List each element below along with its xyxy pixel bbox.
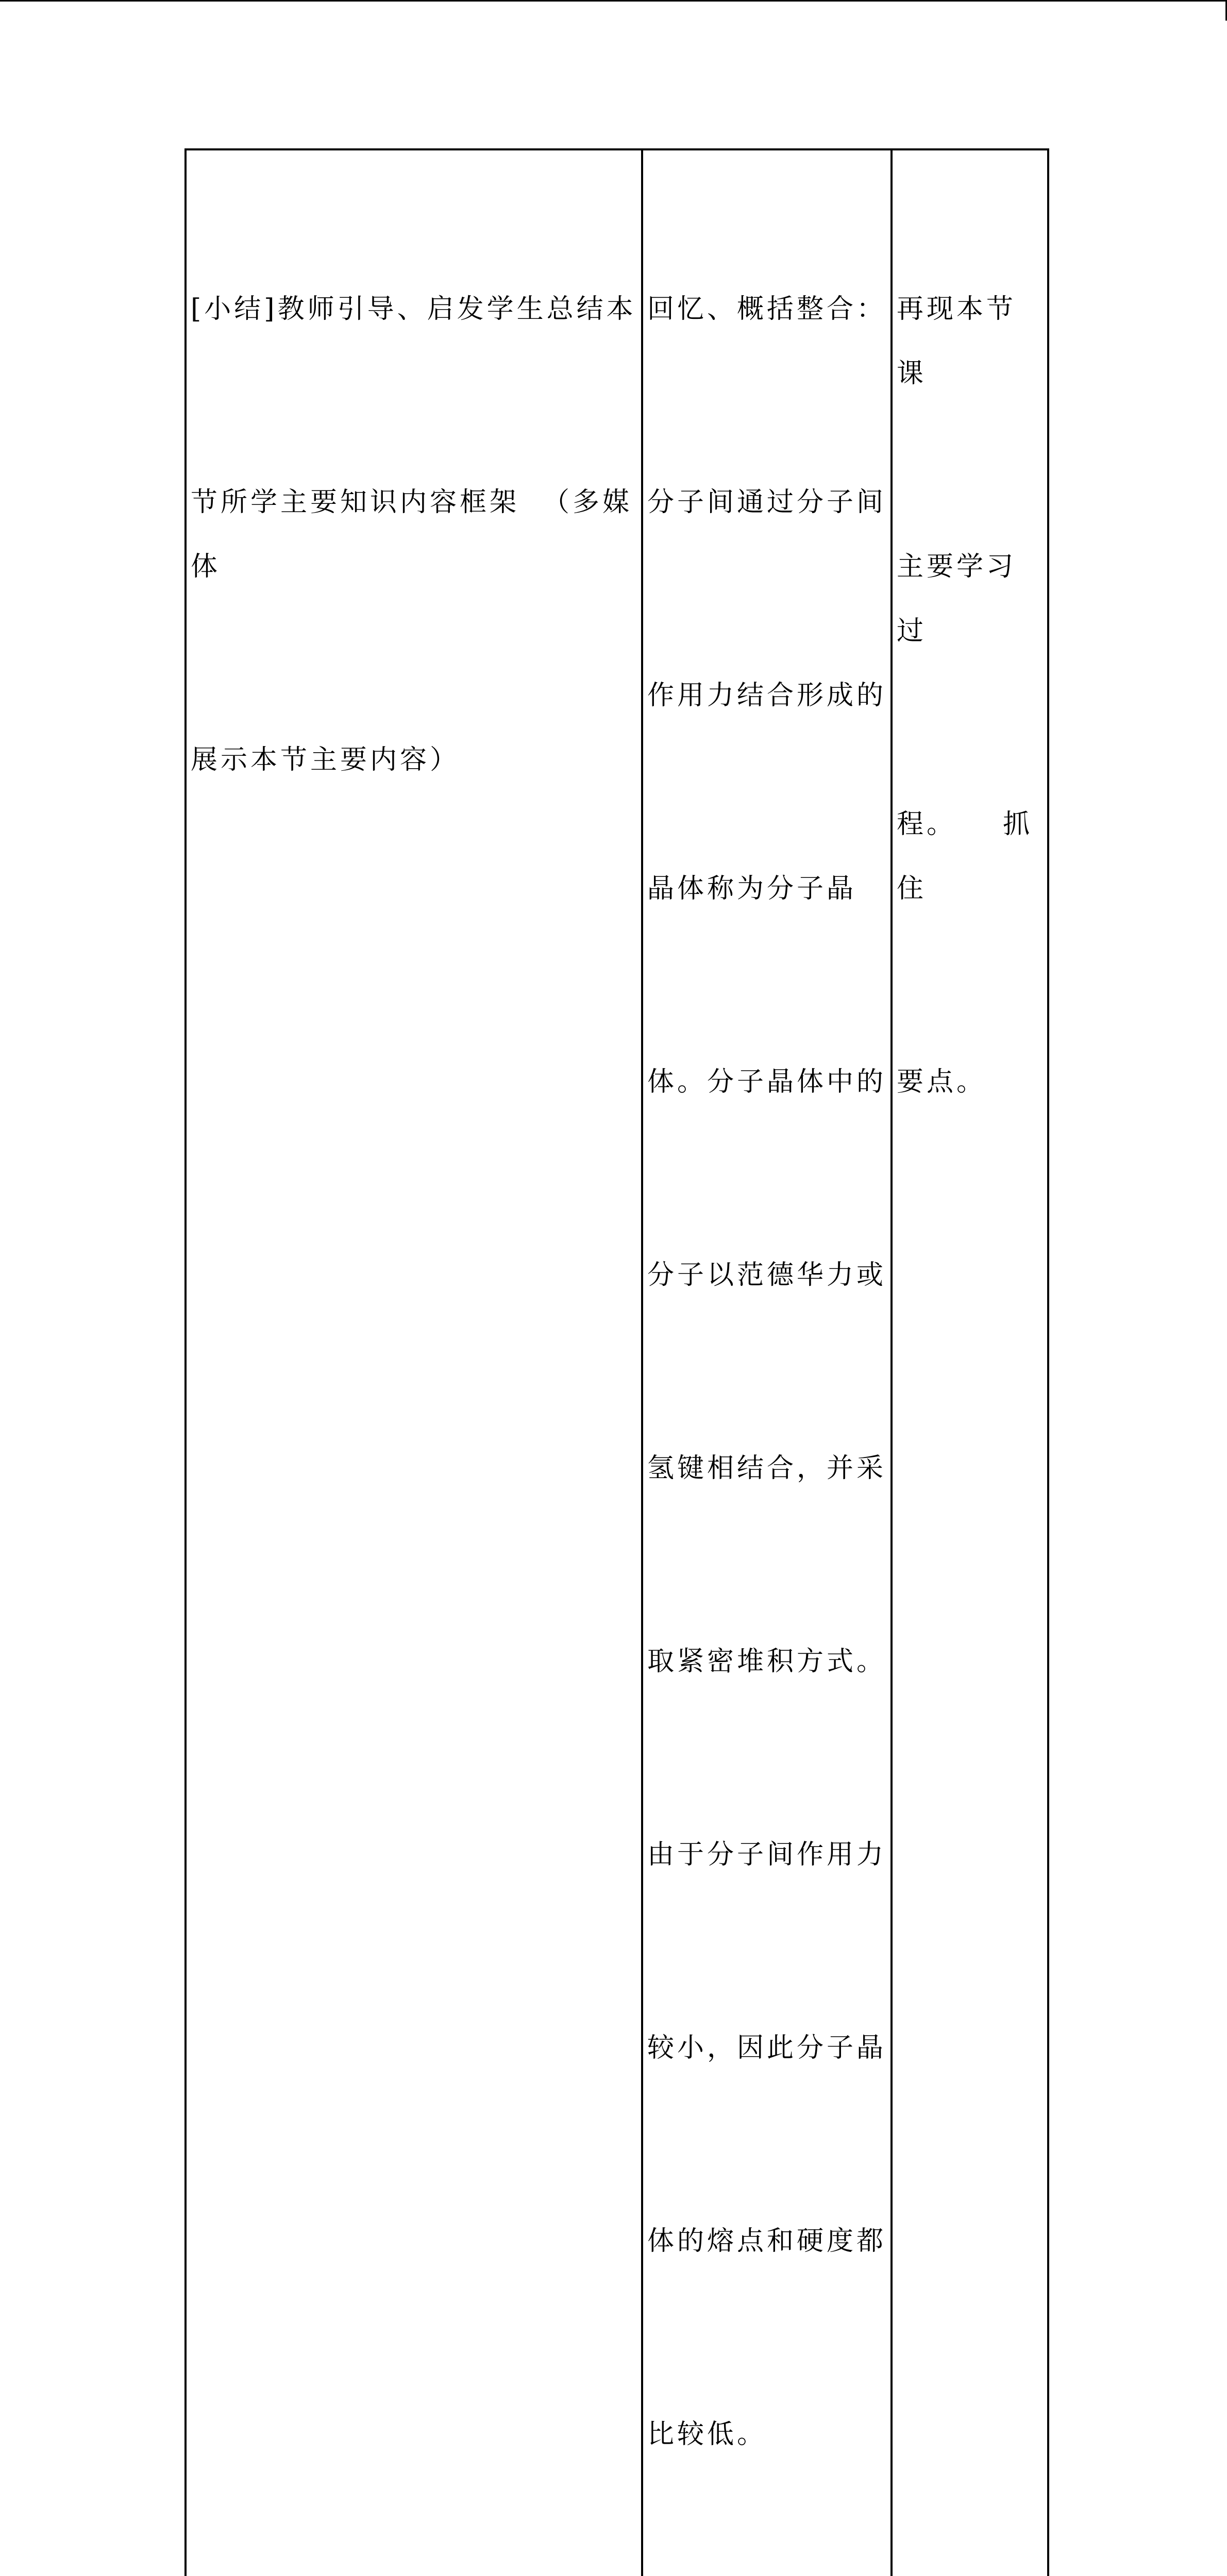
student-activity-line: 体的熔点和硬度都 <box>647 2226 887 2257</box>
student-activity-cell <box>642 149 892 2576</box>
student-activity-line: 分子以范德华力或 <box>647 1260 887 1291</box>
design-intent-line: 要点。 <box>897 1066 987 1097</box>
design-intent-line: 程。 抓住 <box>897 809 1033 904</box>
student-activity-line: 较小，因此分子晶 <box>647 2032 887 2063</box>
page-top-border <box>0 0 1227 2</box>
table-row <box>186 149 1048 2576</box>
student-activity-line: 体。分子晶体中的 <box>647 1066 887 1097</box>
design-intent-line: 再现本节课 <box>897 294 1017 389</box>
student-activity-line: 晶体称为分子晶 <box>647 873 857 904</box>
student-activity-line: 氢键相结合，并采 <box>647 1453 887 1484</box>
teacher-activity-line: 展示本节主要内容） <box>191 744 460 775</box>
design-intent-cell <box>892 149 1048 2576</box>
teacher-activity-cell <box>186 149 642 2576</box>
teacher-activity-line: 节所学主要知识内容框架 （多媒体 <box>191 487 633 582</box>
teacher-activity-line: [小结]教师引导、启发学生总结本 <box>191 294 636 325</box>
student-activity-line: 分子间通过分子间 <box>647 487 887 518</box>
student-activity-line: 由于分子间作用力 <box>647 1839 887 1870</box>
design-intent-line: 主要学习过 <box>897 551 1017 647</box>
student-activity-line: 比较低。 <box>647 2419 767 2450</box>
student-activity-line: 取紧密堆积方式。 <box>647 1646 887 1677</box>
student-activity-line: 回忆、概括整合： <box>647 294 887 325</box>
student-activity-line: 作用力结合形成的 <box>647 680 887 711</box>
lesson-plan-table <box>184 148 1049 2576</box>
